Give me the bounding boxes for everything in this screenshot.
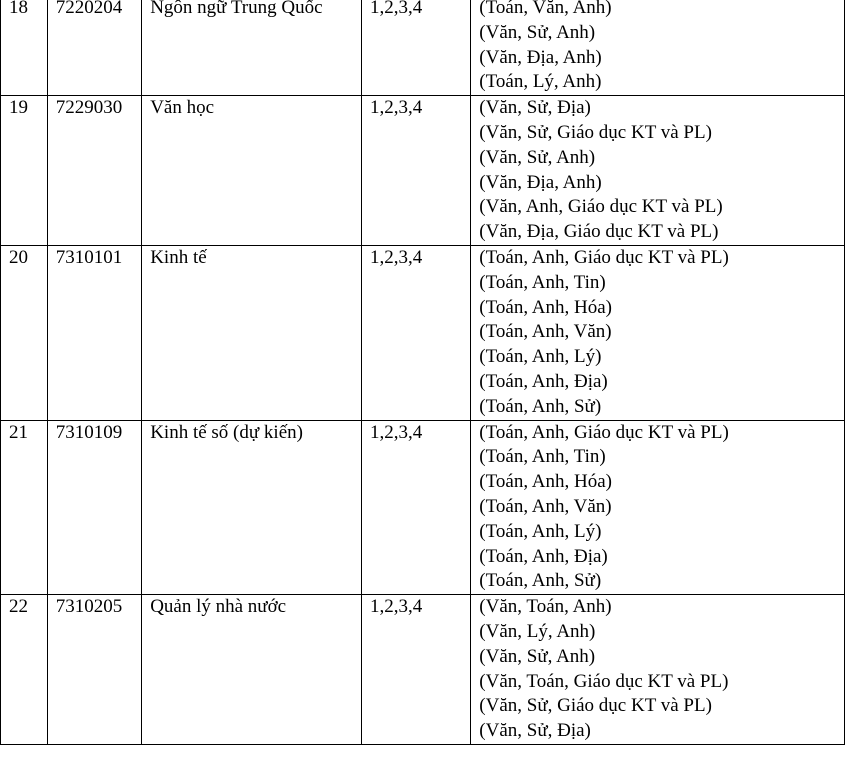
subject-combination: (Toán, Anh, Địa) [479,370,608,392]
major-name: Ngôn ngữ Trung Quốc [142,0,362,96]
subject-combinations [471,595,845,745]
subject-combination: (Toán, Anh, Hóa) [479,296,612,318]
subject-combination: (Toán, Lý, Anh) [479,71,602,93]
subject-combinations [471,245,845,420]
subject-combination: (Văn, Sử, Anh) [479,21,596,43]
table-row [1,96,845,246]
subject-combination: (Văn, Địa, Giáo dục KT và PL) [479,221,719,243]
major-code: 7310101 [47,245,141,420]
subject-combination: (Văn, Địa, Anh) [479,46,602,68]
subject-combination: (Văn, Toán, Giáo dục KT và PL) [479,670,729,692]
major-name: Kinh tế [142,245,362,420]
row-number: 21 [1,420,48,595]
subject-combination: (Toán, Anh, Tin) [479,446,606,468]
major-name: Kinh tế số (dự kiến) [142,420,362,595]
subject-combination: (Toán, Anh, Văn) [479,495,612,517]
subject-combination: (Toán, Anh, Sử) [479,395,602,417]
subject-combination: (Văn, Sử, Anh) [479,645,596,667]
row-number: 18 [1,0,48,96]
subject-combinations [471,0,845,96]
subject-combination: (Văn, Địa, Anh) [479,171,602,193]
major-code: 7220204 [47,0,141,96]
subject-combination: (Toán, Văn, Anh) [479,0,612,18]
admission-methods: 1,2,3,4 [361,96,470,246]
table-row [1,0,845,96]
major-code: 7310205 [47,595,141,745]
subject-combination: (Văn, Sử, Anh) [479,146,596,168]
admission-methods: 1,2,3,4 [361,420,470,595]
major-name: Quản lý nhà nước [142,595,362,745]
subject-combination: (Toán, Anh, Văn) [479,321,612,343]
subject-combination: (Toán, Anh, Hóa) [479,471,612,493]
subject-combination: (Toán, Anh, Địa) [479,545,608,567]
subject-combination: (Toán, Anh, Giáo dục KT và PL) [479,246,729,268]
subject-combination: (Toán, Anh, Giáo dục KT và PL) [479,421,729,443]
row-number: 19 [1,96,48,246]
row-number: 20 [1,245,48,420]
admission-methods: 1,2,3,4 [361,245,470,420]
subject-combinations [471,420,845,595]
subject-combinations [471,96,845,246]
subject-combination: (Văn, Sử, Giáo dục KT và PL) [479,121,712,143]
subject-combination: (Văn, Lý, Anh) [479,620,596,642]
major-code: 7229030 [47,96,141,246]
subject-combination: (Văn, Anh, Giáo dục KT và PL) [479,196,723,218]
row-number: 22 [1,595,48,745]
subject-combination: (Văn, Sử, Giáo dục KT và PL) [479,695,712,717]
table-row [1,245,845,420]
major-name: Văn học [142,96,362,246]
major-code: 7310109 [47,420,141,595]
subject-combination: (Toán, Anh, Sử) [479,570,602,592]
admission-methods: 1,2,3,4 [361,0,470,96]
subject-combination: (Văn, Sử, Địa) [479,97,591,119]
subject-combination: (Toán, Anh, Tin) [479,271,606,293]
admission-methods: 1,2,3,4 [361,595,470,745]
subject-combination: (Toán, Anh, Lý) [479,520,602,542]
table-row [1,420,845,595]
table-row [1,595,845,745]
subject-combination: (Văn, Toán, Anh) [479,596,612,618]
subject-combination: (Toán, Anh, Lý) [479,346,602,368]
subject-combination: (Văn, Sử, Địa) [479,720,591,742]
